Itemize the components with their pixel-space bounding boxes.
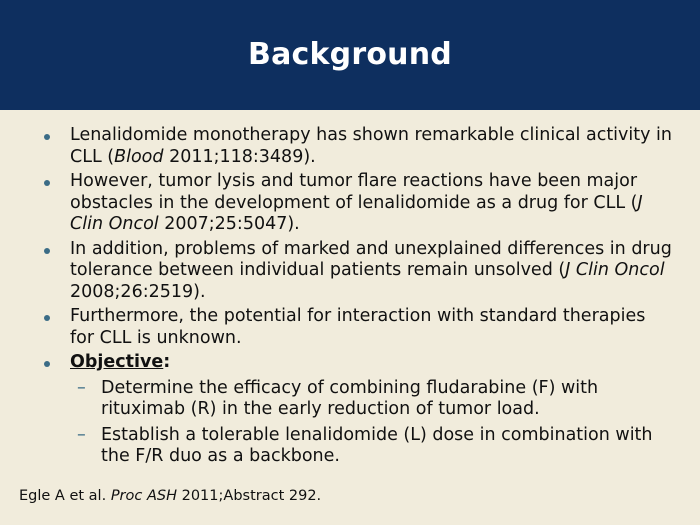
bullet-dot-icon [44, 134, 50, 140]
bullet-item [44, 239, 674, 304]
dash-icon: – [77, 424, 86, 445]
citation-journal: J Clin Oncol [70, 192, 643, 234]
bullet-text: In addition, problems of marked and unexplained differences in drug tolerance between individual patients remain unsolved ( [70, 238, 672, 280]
objective-colon: : [163, 352, 171, 372]
bullet-dot-icon [44, 180, 50, 186]
citation-journal: J Clin Oncol [565, 260, 665, 280]
sub-item [70, 378, 674, 421]
objective-label: Objective [70, 352, 164, 372]
bullet-text: Lenalidomide monotherapy has shown remarkable clinical activity in CLL ( [70, 125, 672, 167]
bullet-text: Furthermore, the potential for interaction with standard therapies for CLL is unknown. [70, 306, 646, 348]
citation-ref: 2007;25:5047). [158, 214, 300, 234]
bullet-text: However, tumor lysis and tumor flare reactions have been major obstacles in the development of lenalidomide as a drug for CLL ( [70, 171, 638, 213]
objective-sub-list [70, 378, 674, 468]
sub-item [70, 425, 674, 468]
footer-author: Egle A et al. [19, 488, 111, 504]
slide-content [44, 125, 674, 472]
sub-item-text: Establish a tolerable lenalidomide (L) dose in combination with the F/R duo as a backbone. [101, 424, 653, 466]
bullet-dot-icon [44, 248, 50, 254]
bullet-item [44, 125, 674, 168]
title-bar [0, 0, 700, 110]
dash-icon: – [77, 377, 86, 398]
footer-journal: Proc ASH [110, 488, 177, 504]
bullet-dot-icon [44, 315, 50, 321]
citation-ref: 2011;118:3489). [163, 146, 316, 167]
footer-citation [19, 488, 321, 504]
sub-item-text: Determine the efficacy of combining fludarabine (F) with rituximab (R) in the early reduction of tumor load. [101, 377, 599, 419]
citation-ref: 2008;26:2519). [70, 281, 206, 302]
citation-journal: Blood [114, 146, 164, 167]
footer-ref: 2011;Abstract 292. [177, 488, 322, 504]
slide-title: Background [248, 36, 452, 72]
bullet-item [44, 171, 674, 236]
objective-item [44, 352, 674, 468]
bullet-list [44, 125, 674, 468]
bullet-dot-icon [44, 361, 50, 367]
bullet-item [44, 306, 674, 349]
